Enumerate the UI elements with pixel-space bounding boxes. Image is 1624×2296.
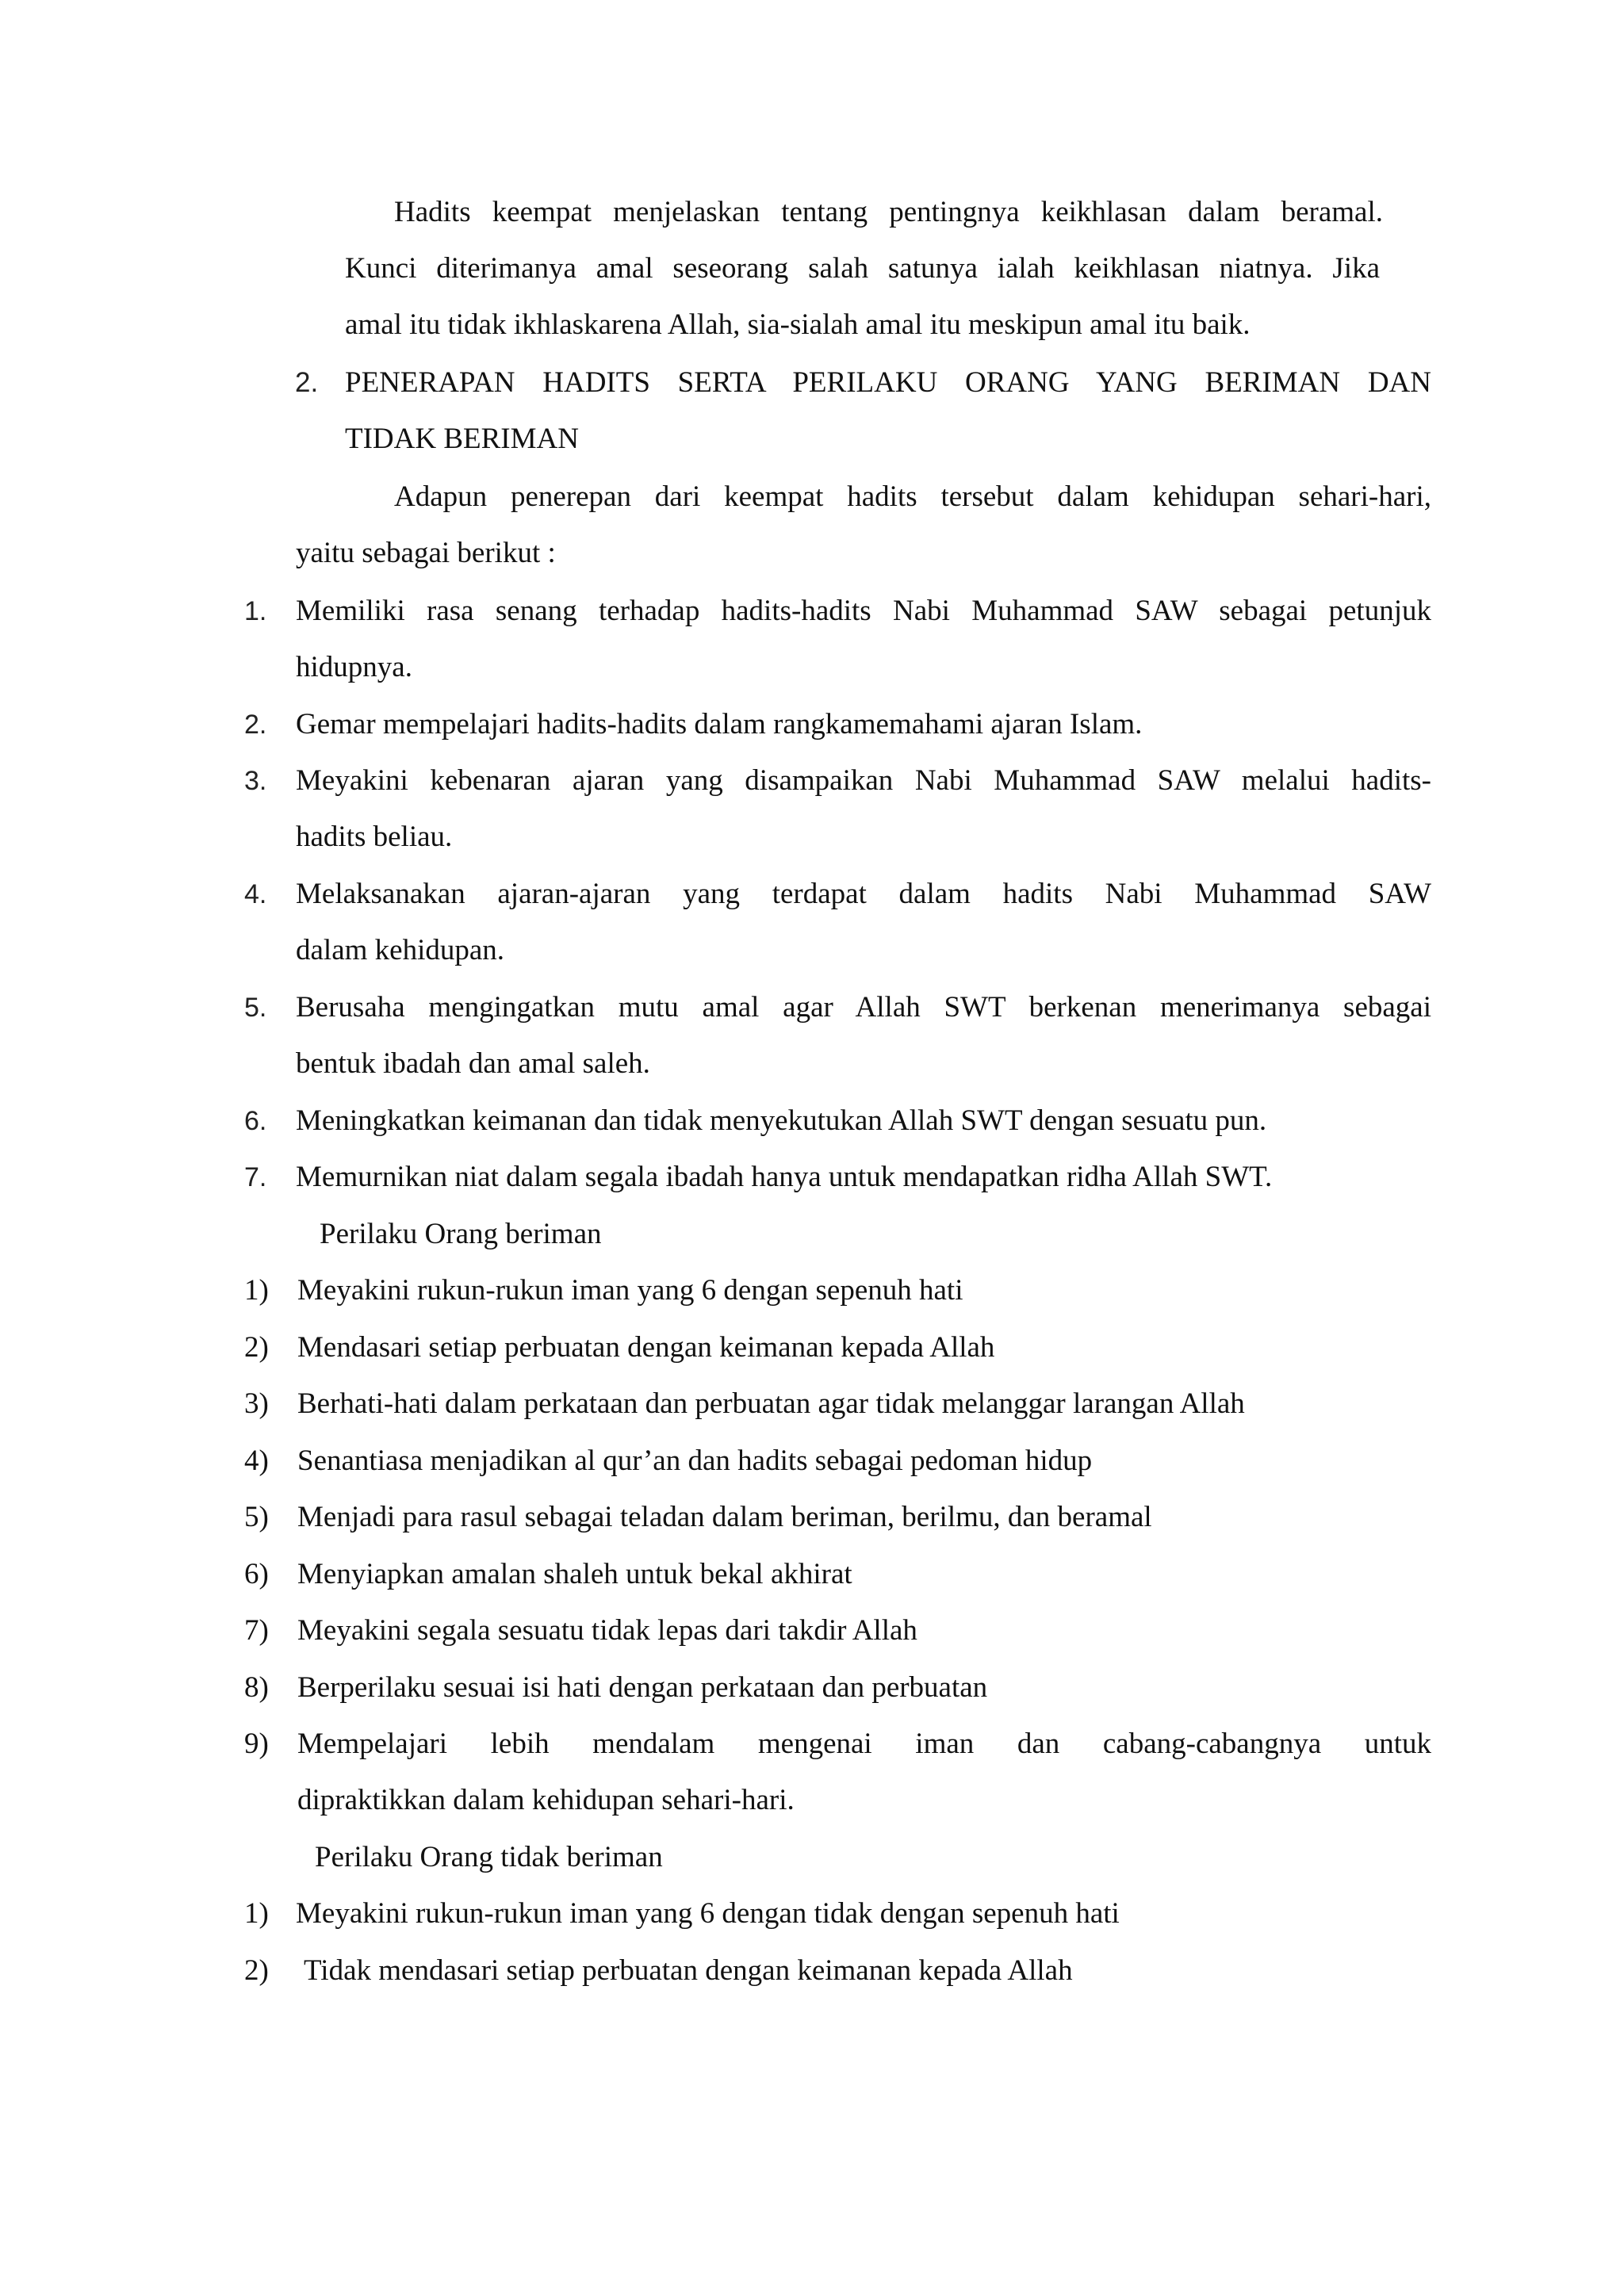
list-item: Meningkatkan keimanan dan tidak menyekutukan Allah SWT dengan sesuatu pun. xyxy=(296,1104,1267,1137)
list-item: Memiliki rasa senang terhadap hadits-hadits Nabi Muhammad SAW sebagai petunjuk xyxy=(296,595,1431,627)
list-item: Menyiapkan amalan shaleh untuk bekal akhirat xyxy=(297,1558,852,1590)
list-item: Meyakini kebenaran ajaran yang disampaikan Nabi Muhammad SAW melalui hadits- xyxy=(296,764,1431,797)
list-item-number: 2. xyxy=(244,710,267,740)
intro-line-1: Hadits keempat menjelaskan tentang pentingnya keikhlasan dalam beramal. xyxy=(394,196,1383,228)
list-item-number: 1) xyxy=(244,1274,269,1307)
list-item-number: 5) xyxy=(244,1501,269,1533)
section-paragraph-line-1: Adapun penerepan dari keempat hadits tersebut dalam kehidupan sehari-hari, xyxy=(394,480,1431,513)
list-item-continuation: hidupnya. xyxy=(296,651,412,683)
list-item-number: 7) xyxy=(244,1614,269,1647)
section-number: 2. xyxy=(295,367,319,398)
list-item-number: 3. xyxy=(244,766,267,796)
list-item-number: 4. xyxy=(244,879,267,909)
list-item: Tidak mendasari setiap perbuatan dengan keimanan kepada Allah xyxy=(304,1954,1073,1987)
list-item: Senantiasa menjadikan al qur’an dan hadits sebagai pedoman hidup xyxy=(297,1445,1093,1477)
nonbelievers-heading: Perilaku Orang tidak beriman xyxy=(315,1841,663,1873)
list-item-number: 8) xyxy=(244,1671,269,1704)
section-heading-line-1: PENERAPAN HADITS SERTA PERILAKU ORANG YANG BERIMAN DAN xyxy=(345,366,1431,399)
list-item: Berperilaku sesuai isi hati dengan perkataan dan perbuatan xyxy=(297,1671,988,1704)
list-item: Meyakini rukun-rukun iman yang 6 dengan sepenuh hati xyxy=(297,1274,963,1307)
list-item-continuation: dalam kehidupan. xyxy=(296,934,505,966)
list-item: Mempelajari lebih mendalam mengenai iman dan cabang-cabangnya untuk xyxy=(297,1728,1431,1760)
list-item-number: 6) xyxy=(244,1558,269,1590)
list-item-number: 6. xyxy=(244,1106,267,1136)
list-item: Menjadi para rasul sebagai teladan dalam beriman, berilmu, dan beramal xyxy=(297,1501,1152,1533)
list-item-number: 9) xyxy=(244,1728,269,1760)
list-item: Mendasari setiap perbuatan dengan keimanan kepada Allah xyxy=(297,1331,995,1364)
believers-heading: Perilaku Orang beriman xyxy=(320,1218,602,1250)
list-item-number: 2) xyxy=(244,1331,269,1364)
list-item-number: 1) xyxy=(244,1897,269,1930)
list-item: Gemar mempelajari hadits-hadits dalam rangkamemahami ajaran Islam. xyxy=(296,708,1143,740)
intro-line-3: amal itu tidak ikhlaskarena Allah, sia-sialah amal itu meskipun amal itu baik. xyxy=(345,308,1251,341)
list-item: Memurnikan niat dalam segala ibadah hanya untuk mendapatkan ridha Allah SWT. xyxy=(296,1161,1273,1193)
list-item-number: 5. xyxy=(244,993,267,1023)
list-item-continuation: bentuk ibadah dan amal saleh. xyxy=(296,1047,650,1080)
list-item-number: 2) xyxy=(244,1954,269,1987)
list-item-number: 4) xyxy=(244,1445,269,1477)
list-item-number: 1. xyxy=(244,596,267,626)
list-item: Melaksanakan ajaran-ajaran yang terdapat dalam hadits Nabi Muhammad SAW xyxy=(296,878,1431,910)
list-item: Meyakini segala sesuatu tidak lepas dari takdir Allah xyxy=(297,1614,917,1647)
list-item: Meyakini rukun-rukun iman yang 6 dengan tidak dengan sepenuh hati xyxy=(296,1897,1120,1930)
list-item: Berusaha mengingatkan mutu amal agar Allah SWT berkenan menerimanya sebagai xyxy=(296,991,1431,1024)
intro-line-2: Kunci diterimanya amal seseorang salah satunya ialah keikhlasan niatnya. Jika xyxy=(345,252,1380,285)
list-item-continuation: dipraktikkan dalam kehidupan sehari-hari. xyxy=(297,1784,795,1816)
list-item-number: 7. xyxy=(244,1162,267,1192)
section-paragraph-line-2: yaitu sebagai berikut : xyxy=(296,537,556,569)
section-heading-line-2: TIDAK BERIMAN xyxy=(345,423,579,455)
list-item-continuation: hadits beliau. xyxy=(296,821,453,853)
list-item-number: 3) xyxy=(244,1387,269,1420)
list-item: Berhati-hati dalam perkataan dan perbuatan agar tidak melanggar larangan Allah xyxy=(297,1387,1245,1420)
